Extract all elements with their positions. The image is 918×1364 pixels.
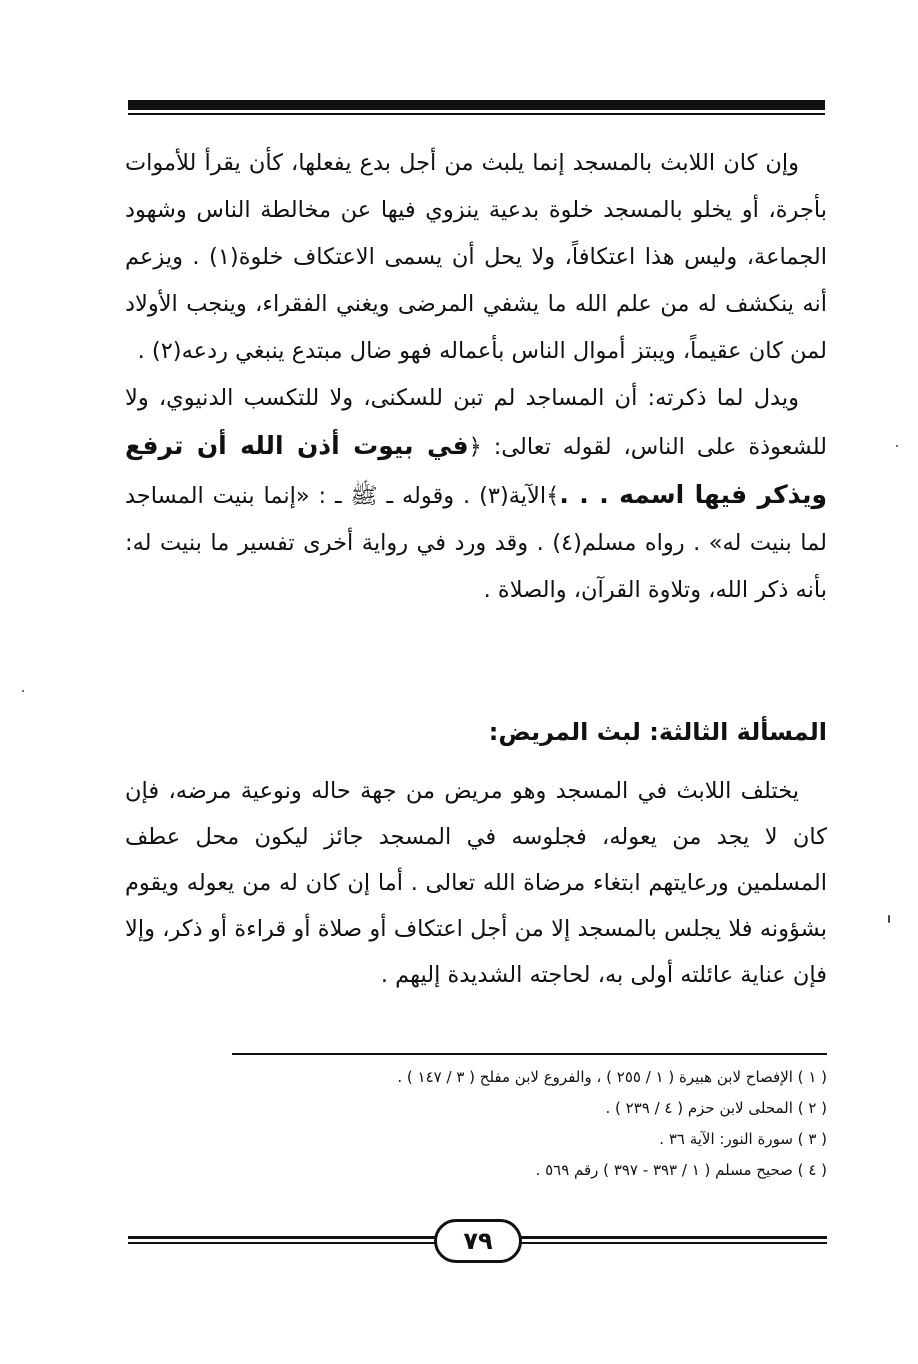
scan-speck (896, 445, 898, 447)
scan-speck (22, 690, 24, 692)
section-heading: المسألة الثالثة: لبث المريض: (488, 718, 827, 746)
section-text-block (125, 768, 827, 998)
paragraph-1: وإن كان اللابث بالمسجد إنما يلبث من أجل بدع يفعلها، كأن يقرأ للأموات بأجرة، أو يخلو بالمسجد خلوة بدعية ينزوي فيها عن مخالطة الناس وشهود الجماعة، وليس هذا اعتكافاً، ولا يحل أن يسمى الاعتكاف خلوة(١) . ويزعم أنه ينكشف له من علم الله ما يشفي المرضى ويغني الفقراء، وينجب الأولاد لمن كان عقيماً، ويبتز أموال الناس بأعماله فهو ضال مبتدع ينبغي ردعه(٢) . (125, 150, 827, 364)
paragraph-2-end: ﴾الآية(٣) . وقوله ـ ﷺ ـ : «إنما بنيت المساجد لما بنيت له» . رواه مسلم(٤) . وقد ورد في رواية أخرى تفسير ما بنيت له: بأنه ذكر الله، وتلاوة القرآن، والصلاة . (125, 483, 827, 603)
quran-verse: في بيوت أذن الله أن ترفع ويذكر فيها اسمه . . . (125, 431, 828, 509)
footnote-1: ( ١ ) الإفصاح لابن هبيرة ( ١ / ٢٥٥ ) ، والفروع لابن مفلح ( ٣ / ١٤٧ ) . (397, 1068, 827, 1086)
footer-rule-right-thick (518, 1236, 827, 1239)
paragraph-3: يختلف اللابث في المسجد وهو مريض من جهة حاله ونوعية مرضه، فإن كان لا يجد من يعوله، فجلوسه في المسجد جائز ليكون محل عطف المسلمين ورعايتهم ابتغاء مرضاة الله تعالى . أما إن كان له من يعوله ويقوم بشؤونه فلا يجلس بالمسجد إلا من أجل اعتكاف أو صلاة أو قراءة أو ذكر، وإلا فإن عناية عائلته أولى به، لحاجته الشديدة إليهم . (125, 778, 827, 988)
footer-rule-left-thick (128, 1236, 438, 1239)
footnote-4: ( ٤ ) صحيح مسلم ( ١ / ٣٩٣ - ٣٩٧ ) رقم ٥٦٩ . (535, 1161, 827, 1179)
footer-rule-right-thin (518, 1242, 827, 1244)
paragraph-2-start: ويدل لما ذكرته: أن المساجد لم تبن للسكنى، ولا للتكسب الدنيوي، ولا للشعوذة على الناس، لقوله تعالى: ﴿ (125, 385, 828, 460)
footnote-3: ( ٣ ) سورة النور: الآية ٣٦ . (659, 1130, 827, 1148)
header-rule-thin (128, 113, 825, 115)
footnote-2: ( ٢ ) المحلى لابن حزم ( ٤ / ٢٣٩ ) . (605, 1099, 827, 1117)
footnote-separator (232, 1053, 827, 1055)
scan-speck (888, 915, 890, 923)
footer-rule-left-thin (128, 1242, 438, 1244)
paragraph-2 (125, 375, 827, 614)
header-rule-thick (128, 100, 825, 110)
main-text-block (125, 140, 827, 614)
page-number: ٧٩ (463, 1227, 493, 1255)
page-number-badge (434, 1219, 522, 1263)
footnotes (232, 1062, 827, 1186)
